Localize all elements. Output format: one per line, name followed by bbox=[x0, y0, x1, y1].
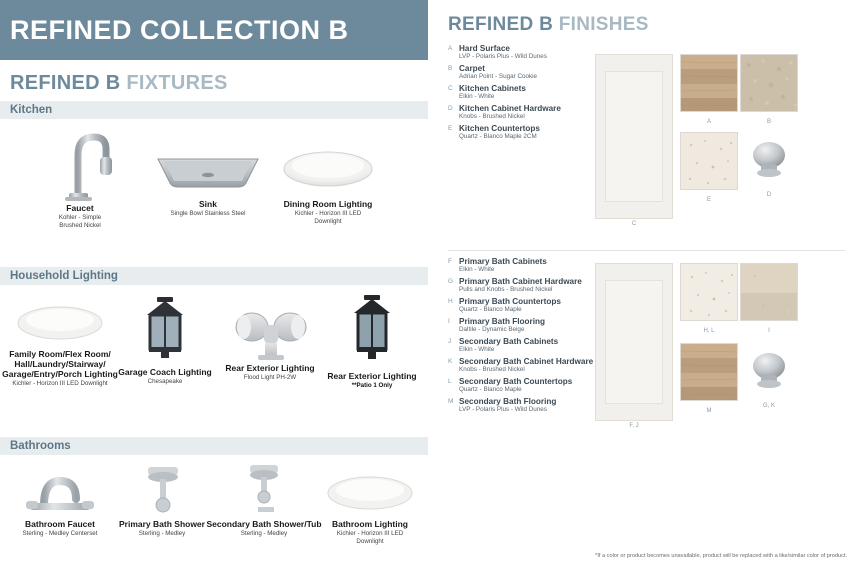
item-name: Sink bbox=[199, 199, 217, 209]
carpet-swatch bbox=[740, 54, 798, 125]
legend-title: Primary Bath Flooring bbox=[459, 316, 545, 326]
legend-title: Hard Surface bbox=[459, 44, 510, 53]
bath-countertop-swatch bbox=[680, 263, 738, 334]
kitchen-countertop-swatch bbox=[680, 132, 738, 203]
legend-letter: D bbox=[448, 104, 453, 112]
secondary-bath-flooring-swatch bbox=[680, 343, 738, 414]
item-sub: Kohler - Simple Brushed Nickel bbox=[58, 214, 102, 229]
swatch-caption: B bbox=[766, 119, 771, 125]
flush-mount-light-icon bbox=[268, 133, 388, 199]
household-lighting-grid bbox=[0, 285, 428, 435]
legend-letter: G bbox=[448, 277, 454, 285]
item-sub: Sterling - Medley bbox=[138, 530, 186, 538]
item-sink bbox=[148, 133, 268, 218]
legend-detail: Adrian Point - Sugar Cookie bbox=[459, 73, 538, 81]
legend-letter: F bbox=[448, 258, 452, 265]
legend-detail: Elkin - White bbox=[459, 346, 495, 354]
kitchen-sink-icon bbox=[148, 133, 268, 199]
item-sub: Chesapeake bbox=[147, 378, 183, 386]
item-garage-coach-lighting bbox=[105, 289, 225, 386]
legend-letter: J bbox=[448, 337, 452, 345]
legend-detail: Quartz - Blanco Maple 2CM bbox=[459, 133, 537, 141]
legend-detail: LVP - Polaris Plus - Wild Dunes bbox=[459, 53, 547, 61]
item-name: Garage Coach Lighting bbox=[118, 367, 212, 377]
legend-letter: A bbox=[448, 45, 453, 52]
finishes-group-baths bbox=[440, 257, 853, 457]
legend-title: Primary Bath Cabinets bbox=[459, 257, 547, 266]
item-secondary-bath-shower-tub bbox=[204, 457, 324, 538]
primary-bath-flooring-swatch bbox=[740, 263, 798, 334]
item-dining-lighting bbox=[268, 133, 388, 226]
swatch-caption: M bbox=[706, 408, 712, 414]
quartz-texture bbox=[680, 263, 738, 321]
legend-letter: H bbox=[448, 297, 453, 305]
kitchen-faucet-icon bbox=[20, 125, 140, 203]
legend-detail: LVP - Polaris Plus - Wild Dunes bbox=[459, 406, 547, 414]
item-sub: **Patio 1 Only bbox=[351, 382, 393, 390]
lvp-texture bbox=[680, 343, 738, 401]
swatch-caption: A bbox=[706, 119, 711, 125]
legend-title: Kitchen Cabinets bbox=[459, 83, 526, 93]
finishes-heading-bold: REFINED B bbox=[448, 14, 554, 35]
swatch-caption: C bbox=[631, 221, 637, 227]
quartz-texture bbox=[680, 132, 738, 190]
bath-cabinet-swatch bbox=[595, 263, 673, 429]
title-banner bbox=[0, 0, 428, 60]
swatch-caption: G, K bbox=[762, 403, 775, 409]
item-sub: Sterling - Medley Centerset bbox=[22, 530, 98, 538]
bathrooms-grid bbox=[0, 455, 428, 573]
legend-letter: L bbox=[448, 377, 452, 385]
swatch-caption: D bbox=[766, 192, 772, 198]
item-name: Primary Bath Shower bbox=[119, 519, 205, 529]
coach-lantern-icon bbox=[105, 289, 225, 367]
legend-detail: Elkin - White bbox=[459, 266, 495, 274]
section-divider bbox=[448, 250, 845, 251]
finishes-heading-light: FINISHES bbox=[558, 14, 649, 35]
legend-letter: K bbox=[448, 357, 453, 365]
legend-letter: I bbox=[448, 317, 450, 325]
item-name: Rear Exterior Lighting bbox=[225, 363, 315, 373]
fixtures-heading-light: FIXTURES bbox=[126, 72, 228, 94]
legend-detail: Elkin - White bbox=[459, 93, 495, 101]
item-name: Rear Exterior Lighting bbox=[327, 371, 417, 381]
swatch-caption: E bbox=[706, 197, 711, 203]
item-sub: Kichler - Horizon III LED Downlight bbox=[294, 210, 362, 225]
item-faucet bbox=[20, 125, 140, 230]
item-name: Faucet bbox=[66, 203, 94, 213]
cabinet-knob-icon bbox=[743, 346, 795, 398]
flush-mount-light-icon bbox=[310, 465, 430, 519]
right-column bbox=[440, 0, 853, 569]
item-name: Secondary Bath Shower/Tub bbox=[206, 519, 322, 529]
item-rear-exterior-lantern bbox=[312, 289, 432, 390]
item-sub: Kichler - Horizon III LED Downlight bbox=[336, 530, 404, 545]
legend-detail: Daltile - Dynamic Beige bbox=[459, 326, 525, 334]
fixtures-heading bbox=[0, 60, 428, 99]
item-sub: Flood Light PH-2W bbox=[243, 374, 297, 382]
legend-title: Secondary Bath Cabinet Hardware bbox=[459, 356, 594, 366]
legend-detail: Pulls and Knobs - Brushed Nickel bbox=[459, 286, 553, 294]
disclaimer-footnote: *If a color or product becomes unavailable, product will be replaced with a like/similar color of product. bbox=[595, 553, 847, 559]
legend-detail: Quartz - Blanco Maple bbox=[459, 386, 522, 394]
legend-detail: Quartz - Blanco Maple bbox=[459, 306, 522, 314]
legend-letter: B bbox=[448, 64, 453, 72]
legend-title: Carpet bbox=[459, 63, 485, 73]
item-sub: Sterling - Medley bbox=[240, 530, 288, 538]
legend-baths bbox=[440, 257, 620, 414]
legend-title: Secondary Bath Cabinets bbox=[459, 336, 559, 346]
legend-title: Kitchen Countertops bbox=[459, 123, 540, 133]
item-bathroom-lighting bbox=[310, 465, 430, 546]
lvp-texture bbox=[680, 54, 738, 112]
kitchen-cabinet-swatch bbox=[595, 54, 673, 227]
carpet-texture bbox=[740, 54, 798, 112]
item-sub: Kichler - Horizon III LED Downlight bbox=[12, 380, 108, 388]
tile-texture bbox=[740, 263, 798, 321]
kitchen-hardware-swatch bbox=[740, 132, 798, 198]
band-household-lighting: Household Lighting bbox=[0, 267, 428, 285]
legend-title: Primary Bath Cabinet Hardware bbox=[459, 276, 582, 286]
page-title: REFINED COLLECTION B bbox=[10, 14, 349, 45]
legend-letter: C bbox=[448, 84, 453, 92]
legend-letter: E bbox=[448, 124, 453, 132]
item-name: Bathroom Faucet bbox=[25, 519, 95, 529]
cabinet-knob-icon bbox=[743, 135, 795, 187]
shower-tub-icon bbox=[204, 457, 324, 519]
left-column bbox=[0, 0, 428, 569]
item-name: Dining Room Lighting bbox=[283, 199, 373, 209]
swatch-caption: I bbox=[768, 328, 770, 334]
legend-kitchen bbox=[440, 44, 620, 141]
legend-title: Secondary Bath Flooring bbox=[459, 396, 557, 406]
legend-detail: Knobs - Brushed Nickel bbox=[459, 113, 525, 121]
item-name: Bathroom Lighting bbox=[331, 519, 408, 529]
item-household-downlight bbox=[0, 293, 120, 388]
swatch-caption: H, L bbox=[703, 328, 715, 334]
legend-title: Kitchen Cabinet Hardware bbox=[459, 103, 561, 113]
kitchen-grid bbox=[0, 119, 428, 261]
item-name: Family Room/Flex Room/ Hall/Laundry/Stairway/ Garage/Entry/Porch Lighting bbox=[2, 349, 118, 380]
flush-mount-light-icon bbox=[0, 293, 120, 349]
coach-lantern-dark-icon bbox=[312, 289, 432, 371]
fixtures-heading-bold: REFINED B bbox=[10, 72, 121, 94]
band-bathrooms: Bathrooms bbox=[0, 437, 428, 455]
bath-hardware-swatch bbox=[740, 343, 798, 409]
finishes-heading bbox=[440, 0, 853, 44]
legend-detail: Knobs - Brushed Nickel bbox=[459, 366, 525, 374]
hard-surface-swatch bbox=[680, 54, 738, 125]
item-sub: Single Bowl Stainless Steel bbox=[170, 210, 246, 218]
legend-letter: M bbox=[448, 397, 454, 405]
band-kitchen: Kitchen bbox=[0, 101, 428, 119]
swatch-caption: F, J bbox=[629, 423, 639, 429]
legend-title: Primary Bath Countertops bbox=[459, 296, 561, 306]
legend-title: Secondary Bath Countertops bbox=[459, 376, 573, 386]
finishes-group-kitchen bbox=[440, 44, 853, 244]
